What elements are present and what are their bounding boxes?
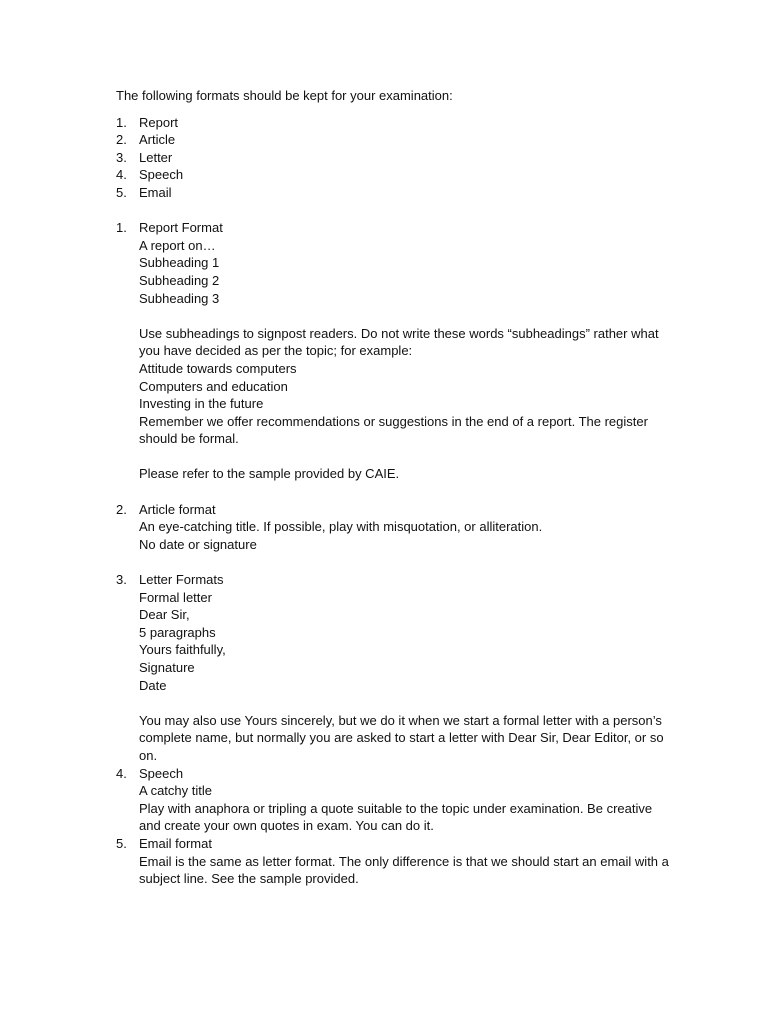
list-number: 5. [116,184,127,200]
list-label: Article [139,132,176,148]
email-paragraph: Email is the same as letter format. The only difference is that we should start an email with a subject line. See the sample provided. [139,853,669,887]
speech-line: A catchy title [139,783,212,799]
report-line: Subheading 3 [139,290,220,306]
report-example: Computers and education [139,378,288,394]
letter-line: Yours faithfully, [139,642,226,658]
letter-paragraph: You may also use Yours sincerely, but we do it when we start a formal letter with a person’s complete name, but normally you are asked to start a letter with Dear Sir, Dear Editor, or so on. [139,712,664,763]
report-example: Investing in the future [139,396,264,412]
section-title: Report Format [139,220,223,236]
list-number: 4. [116,167,127,183]
list-item [116,131,676,149]
list-number: 3. [116,149,127,165]
report-line: A report on… [139,237,216,253]
speech-paragraph: Play with anaphora or tripling a quote suitable to the topic under examination. Be creative and create your own quotes in exam. You can do it. [139,800,653,834]
letter-line: Formal letter [139,589,212,605]
list-label: Report [139,114,179,130]
list-item [116,149,676,167]
section-report [116,219,676,483]
letter-line: Dear Sir, [139,607,190,623]
section-title: Letter Formats [139,572,224,588]
list-label: Letter [139,149,173,165]
report-line: Subheading 2 [139,272,220,288]
section-article [116,501,676,554]
report-line: Subheading 1 [139,255,220,271]
list-label: Email [139,184,172,200]
list-number: 1. [116,114,127,130]
intro-text: The following formats should be kept for your examination: [116,88,453,103]
list-item [116,166,676,184]
section-title: Article format [139,501,216,517]
section-letter [116,571,676,765]
list-label: Speech [139,167,184,183]
report-paragraph: Please refer to the sample provided by CAIE. [139,466,400,482]
list-item [116,184,676,202]
letter-line: Signature [139,660,195,675]
list-item [116,114,676,132]
section-number: 4. [116,765,127,781]
format-list [116,114,676,202]
section-number: 1. [116,220,127,236]
article-line: An eye-catching title. If possible, play with misquotation, or alliteration. [139,519,543,535]
section-number: 3. [116,572,127,588]
article-line: No date or signature [139,536,257,552]
section-number: 5. [116,835,127,851]
report-paragraph: Use subheadings to signpost readers. Do not write these words “subheadings” rather what you have decided as per the topic; for example: [139,325,659,359]
report-paragraph: Remember we offer recommendations or suggestions in the end of a report. The register should be formal. [139,413,648,447]
section-email [116,835,676,888]
letter-line: 5 paragraphs [139,624,216,640]
section-number: 2. [116,501,127,517]
section-title: Email format [139,835,212,851]
section-speech [116,765,676,835]
list-number: 2. [116,132,127,148]
section-title: Speech [139,765,184,781]
document-page [116,87,676,888]
report-example: Attitude towards computers [139,360,297,376]
letter-line: Date [139,677,167,693]
